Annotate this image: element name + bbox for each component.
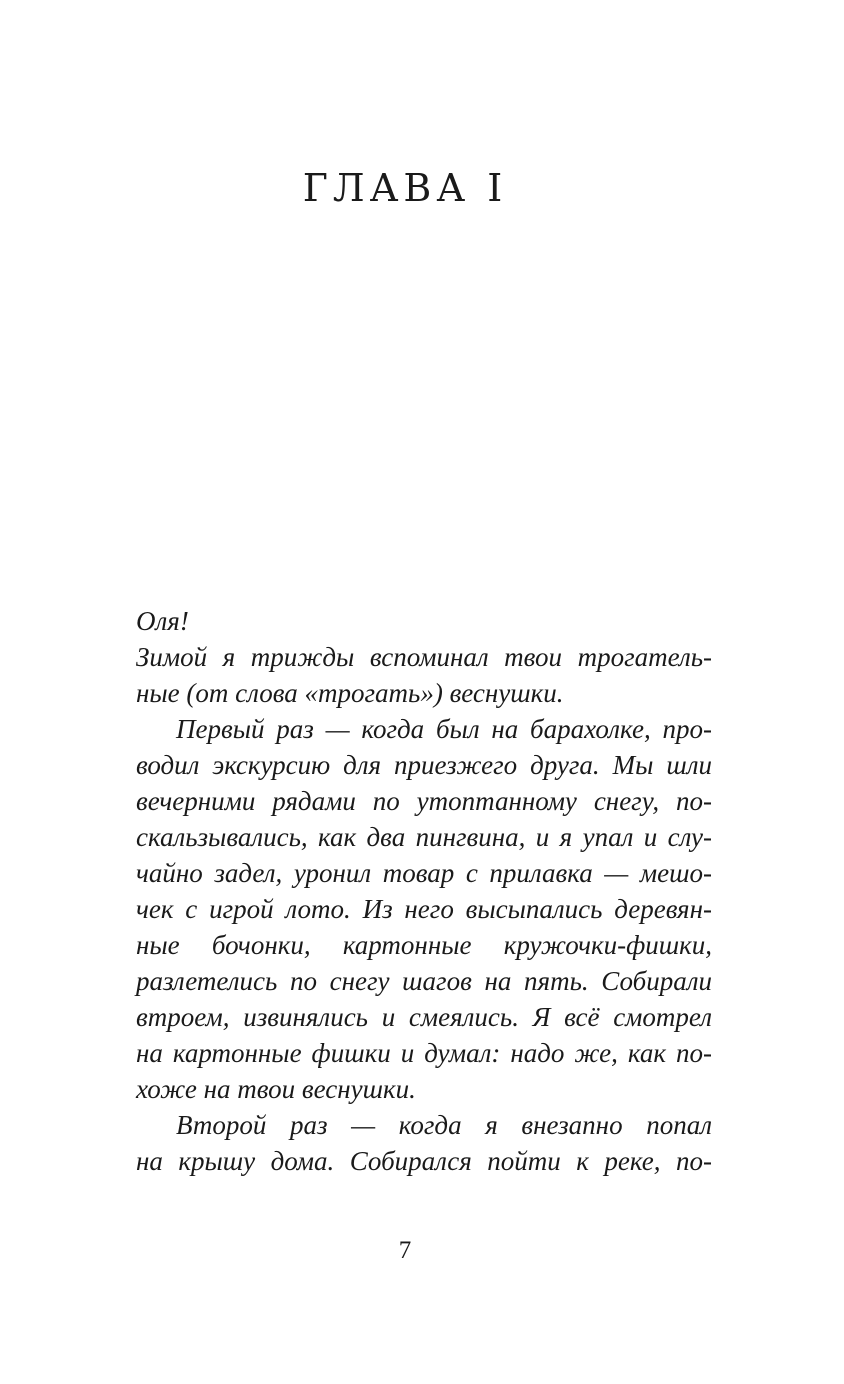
text-line: вечерними рядами по утоптанному снегу, по- <box>136 786 712 816</box>
text-line: хоже на твои веснушки. <box>136 1074 416 1104</box>
text-line: разлетелись по снегу шагов на пять. Собирали <box>136 966 712 996</box>
text-line: скальзывались, как два пингвина, и я упал и слу- <box>136 822 712 852</box>
text-line: ные бочонки, картонные кружочки-фишки, <box>136 930 712 960</box>
page-number: 7 <box>398 1237 412 1264</box>
text-line: Оля! <box>136 606 189 636</box>
chapter-title: ГЛАВА I <box>302 166 508 210</box>
text-line: на крышу дома. Собирался пойти к реке, по- <box>136 1146 712 1176</box>
text-line: чек с игрой лото. Из него высыпались деревян- <box>136 894 712 924</box>
text-line: на картонные фишки и думал: надо же, как по- <box>136 1038 712 1068</box>
body-text <box>136 603 712 1179</box>
text-line: чайно задел, уронил товар с прилавка — мешо- <box>136 858 712 888</box>
text-line: Зимой я трижды вспоминал твои трогатель- <box>136 642 712 672</box>
text-line: ные (от слова «трогать») веснушки. <box>136 678 564 708</box>
text-line: Второй раз — когда я внезапно попал <box>176 1110 712 1140</box>
text-line: водил экскурсию для приезжего друга. Мы шли <box>136 750 712 780</box>
text-line: втроем, извинялись и смеялись. Я всё смотрел <box>136 1002 712 1032</box>
text-line: Первый раз — когда был на барахолке, про- <box>176 714 712 744</box>
